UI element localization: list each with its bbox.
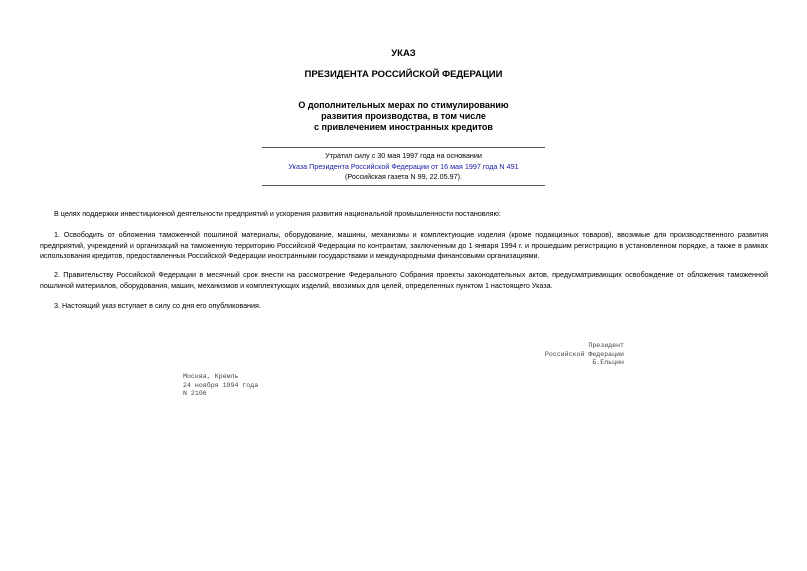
clause-3-paragraph: 3. Настоящий указ вступает в силу со дня его опубликования. <box>54 301 261 310</box>
signature-line: Российской Федерации <box>544 350 624 358</box>
place-line: Москва, Кремль <box>183 373 239 380</box>
subject-line: с привлечением иностранных кредитов <box>314 122 493 132</box>
place-date-block <box>183 373 258 399</box>
date-line: 24 ноября 1994 года <box>183 381 259 389</box>
document-title: УКАЗ <box>391 48 416 59</box>
document-subject <box>0 100 807 133</box>
number-line: N 2106 <box>183 390 207 397</box>
repeal-note-text: Утратил силу с 30 мая 1997 года на основании <box>325 151 482 160</box>
signature-line: Президент <box>588 342 624 349</box>
repeal-decree-link[interactable]: Указа Президента Российской Федерации от 16 мая 1997 года N 491 <box>288 161 519 171</box>
repeal-note <box>0 151 807 183</box>
clause-2-paragraph: 2. Правительству Российской Федерации в месячный срок внести на рассмотрение Федерального Собрания проекты законодательных актов, предусматривающих освобождение от обложения таможенной пошлиной материалов, оборудования, машин, механизмов и комплектующих изделий, ввозимых для целей, определенных пунктом 1 настоящего Указа. <box>40 270 768 290</box>
signature-block <box>545 342 624 368</box>
signature-line: Б.Ельцин <box>592 359 624 366</box>
clause-1-paragraph: 1. Освободить от обложения таможенной пошлиной материалы, оборудование, машины, механизмы и комплектующие изделия (кроме подакцизных товаров), ввозимые для производственного развития предприятий, учреждений и организаций на таможенную территорию Российской Федерации по контрактам, заключенным до 1 января 1994 г. и прошедшим регистрацию в установленном порядке, а также в рамках использования кредитов, предоставленных Российской Федерации иностранными государствами и международными финансовыми организациями. <box>40 230 768 260</box>
preamble-paragraph: В целях поддержки инвестиционной деятельности предприятий и ускорения развития национальной промышленности постановляю: <box>54 209 501 218</box>
subject-line: развития производства, в том числе <box>321 111 486 121</box>
divider-top <box>262 147 545 148</box>
subject-line: О дополнительных мерах по стимулированию <box>298 100 509 110</box>
repeal-note-source: (Российская газета N 99, 22.05.97). <box>345 172 462 181</box>
divider-bottom <box>262 185 545 186</box>
document-issuer: ПРЕЗИДЕНТА РОССИЙСКОЙ ФЕДЕРАЦИИ <box>304 69 503 80</box>
